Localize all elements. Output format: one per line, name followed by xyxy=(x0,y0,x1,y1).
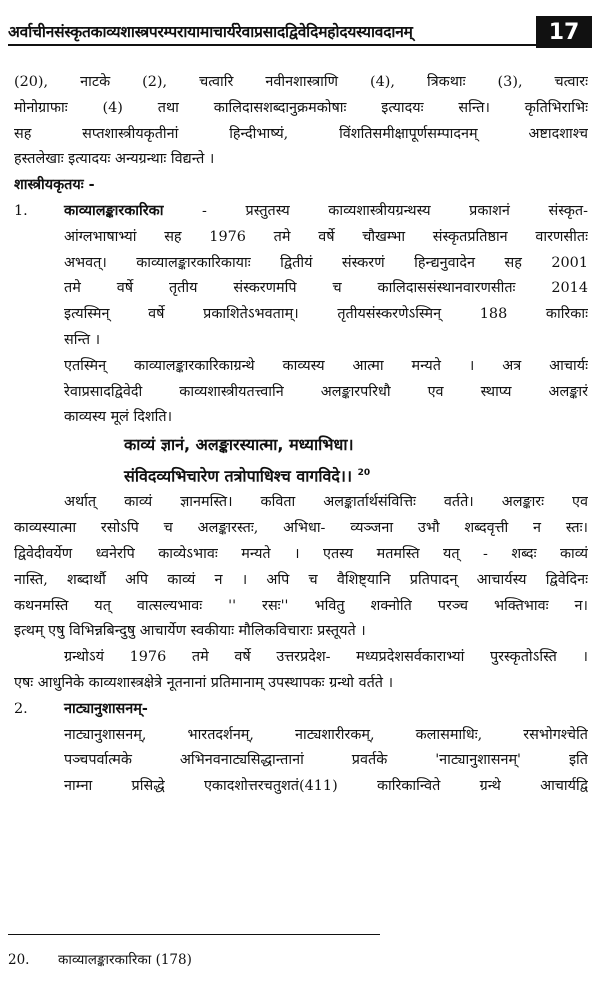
page-number-badge: 17 xyxy=(536,16,592,48)
text-line: एतस्मिन् काव्यालङ्कारकारिकाग्रन्थे काव्यस्य आत्मा मन्यते । अत्र आचार्यः xyxy=(64,357,588,374)
paragraph-award xyxy=(14,645,588,697)
running-header xyxy=(8,16,592,52)
footnote-reference: 20 xyxy=(357,468,371,479)
text-line: नाम्ना प्रसिद्धे एकादशोत्तरचतुशतं(411) कारिकान्विते ग्रन्थे आचार्यद्वि xyxy=(64,778,588,795)
text-line: (20), नाटके (2), चत्वारि नवीनशास्त्राणि (4), त्रिकथाः (3), चत्वारः xyxy=(14,74,588,90)
text-line: कथनमस्ति यत् वात्सल्यभावः '' रसः'' भवितु शक्नोति परञ्च भक्तिभावः न। xyxy=(14,597,588,614)
list-number: 1. xyxy=(14,202,28,219)
text-line: आंग्लभाषाभ्यां सह 1976 तमे वर्षे चौखम्भा संस्कृतप्रतिष्ठान वारणसीतः xyxy=(64,228,588,245)
page-body xyxy=(14,70,588,800)
list-item-kavyalankarakarika xyxy=(14,199,588,431)
text-line xyxy=(14,199,588,225)
text-line: नाट्यानुशासनम्, भारतदर्शनम्, नाट्यशारीरकम्, कलासमाधिः, रसभोगश्चेति xyxy=(64,726,588,743)
verse-line: काव्यं ज्ञानं, अलङ्कारस्यात्मा, मध्याभिधा। xyxy=(124,435,354,455)
text-line: सह सप्तशास्त्रीयकृतीनां हिन्दीभाष्यं, विंशतिसमीक्षापूर्णसम्पादनम् अष्टादशाश्च xyxy=(14,125,588,142)
text-line: काव्यस्यात्मा रसोऽपि च अलङ्कारस्तः, अभिधा- व्यञ्जना उभौ शब्दवृत्ती न स्तः। xyxy=(14,520,588,537)
text-line: सन्ति । xyxy=(64,331,101,348)
text-line: अर्थात् काव्यं ज्ञानमस्ति। कविता अलङ्कार्तार्थसंवित्तिः वर्तते। अलङ्कारः एव xyxy=(64,494,588,511)
item-title: नाट्यानुशासनम्- xyxy=(64,700,148,717)
list-number: 2. xyxy=(14,700,28,717)
text-line: तमे वर्षे तृतीय संस्करणमपि च कालिदाससंस्थानवारणसीतः 2014 xyxy=(64,280,588,297)
text-line: नास्ति, शब्दार्थौ अपि काव्यं न । अपि च वैशिष्ट्यानि प्रतिपादन् आचार्यस्य द्विवेदिनः xyxy=(14,571,588,588)
text-line: काव्यस्य मूलं दिशति। xyxy=(64,409,173,426)
text-line: एषः आधुनिके काव्यशास्त्रक्षेत्रे नूतनानां प्रतिमानाम् उपस्थापकः ग्रन्थो वर्तते । xyxy=(14,675,394,692)
text-line: रेवाप्रसादद्विवेदी काव्यशास्त्रीयतत्त्वानि अलङ्कारपरिधौ एव स्थाप्य अलङ्कारं xyxy=(64,383,588,400)
text-line: इत्थम् एषु विभिन्नबिन्दुषु आचार्येण स्वकीयाः मौलिकविचाराः प्रस्तूयते । xyxy=(14,623,366,640)
item-title-rest: - प्रस्तुतस्य काव्यशास्त्रीयग्रन्थस्य प्रकाशनं संस्कृत- xyxy=(163,202,588,219)
item-title: काव्यालङ्कारकारिका xyxy=(64,202,164,219)
footnote xyxy=(8,950,192,968)
text-line: इत्यस्मिन् वर्षे प्रकाशितेऽभवताम्। तृतीयसंस्करणेऽस्मिन् 188 कारिकाः xyxy=(64,306,588,323)
text-line: ग्रन्थोऽयं 1976 तमे वर्षे उत्तरप्रदेश- मध्यप्रदेशसर्वकाराभ्यां पुरस्कृतोऽस्ति । xyxy=(64,649,588,666)
running-header-title: अर्वाचीनसंस्कृतकाव्यशास्त्रपरम्परायामाचार्यरेवाप्रसादद्विवेदिमहोदयस्यावदानम् xyxy=(8,23,413,41)
text-line: मोनोग्राफाः (4) तथा कालिदासशब्दानुक्रमकोषाः इत्यादयः सन्ति। कृतिभिराभिः xyxy=(14,99,588,116)
list-item-natyanushasanam xyxy=(14,697,588,800)
verse-block xyxy=(14,431,588,490)
verse-line xyxy=(14,459,588,490)
paragraph-intro xyxy=(14,70,588,173)
header-rule xyxy=(8,44,538,46)
text-line: हस्तलेखाः इत्यादयः अन्यग्रन्थाः विद्यन्ते । xyxy=(14,151,215,168)
text-line: अभवत्। काव्यालङ्कारकारिकायाः द्वितीयं संस्करणं हिन्द्यनुवादेन सह 2001 xyxy=(64,254,588,271)
footnote-number: 20. xyxy=(8,952,30,968)
text-line: पञ्चपर्वात्मके अभिनवनाट्यसिद्धान्तानां प्रवर्तके 'नाट्यानुशासनम्' इति xyxy=(64,752,588,769)
footnote-rule xyxy=(8,934,380,935)
text-line: द्विवेदीवर्येण ध्वनेरपि काव्येऽभावः मन्यते । एतस्य मतमस्ति यत् - शब्दः काव्यं xyxy=(14,546,588,563)
footnote-text: काव्यालङ्कारकारिका (178) xyxy=(58,952,192,968)
paragraph-explanation xyxy=(14,490,588,645)
section-heading: शास्त्रीयकृतयः - xyxy=(14,177,95,194)
verse-line-text: संविदव्यभिचारेण तत्रोपाधिश्च वागविदे।। xyxy=(124,466,353,486)
